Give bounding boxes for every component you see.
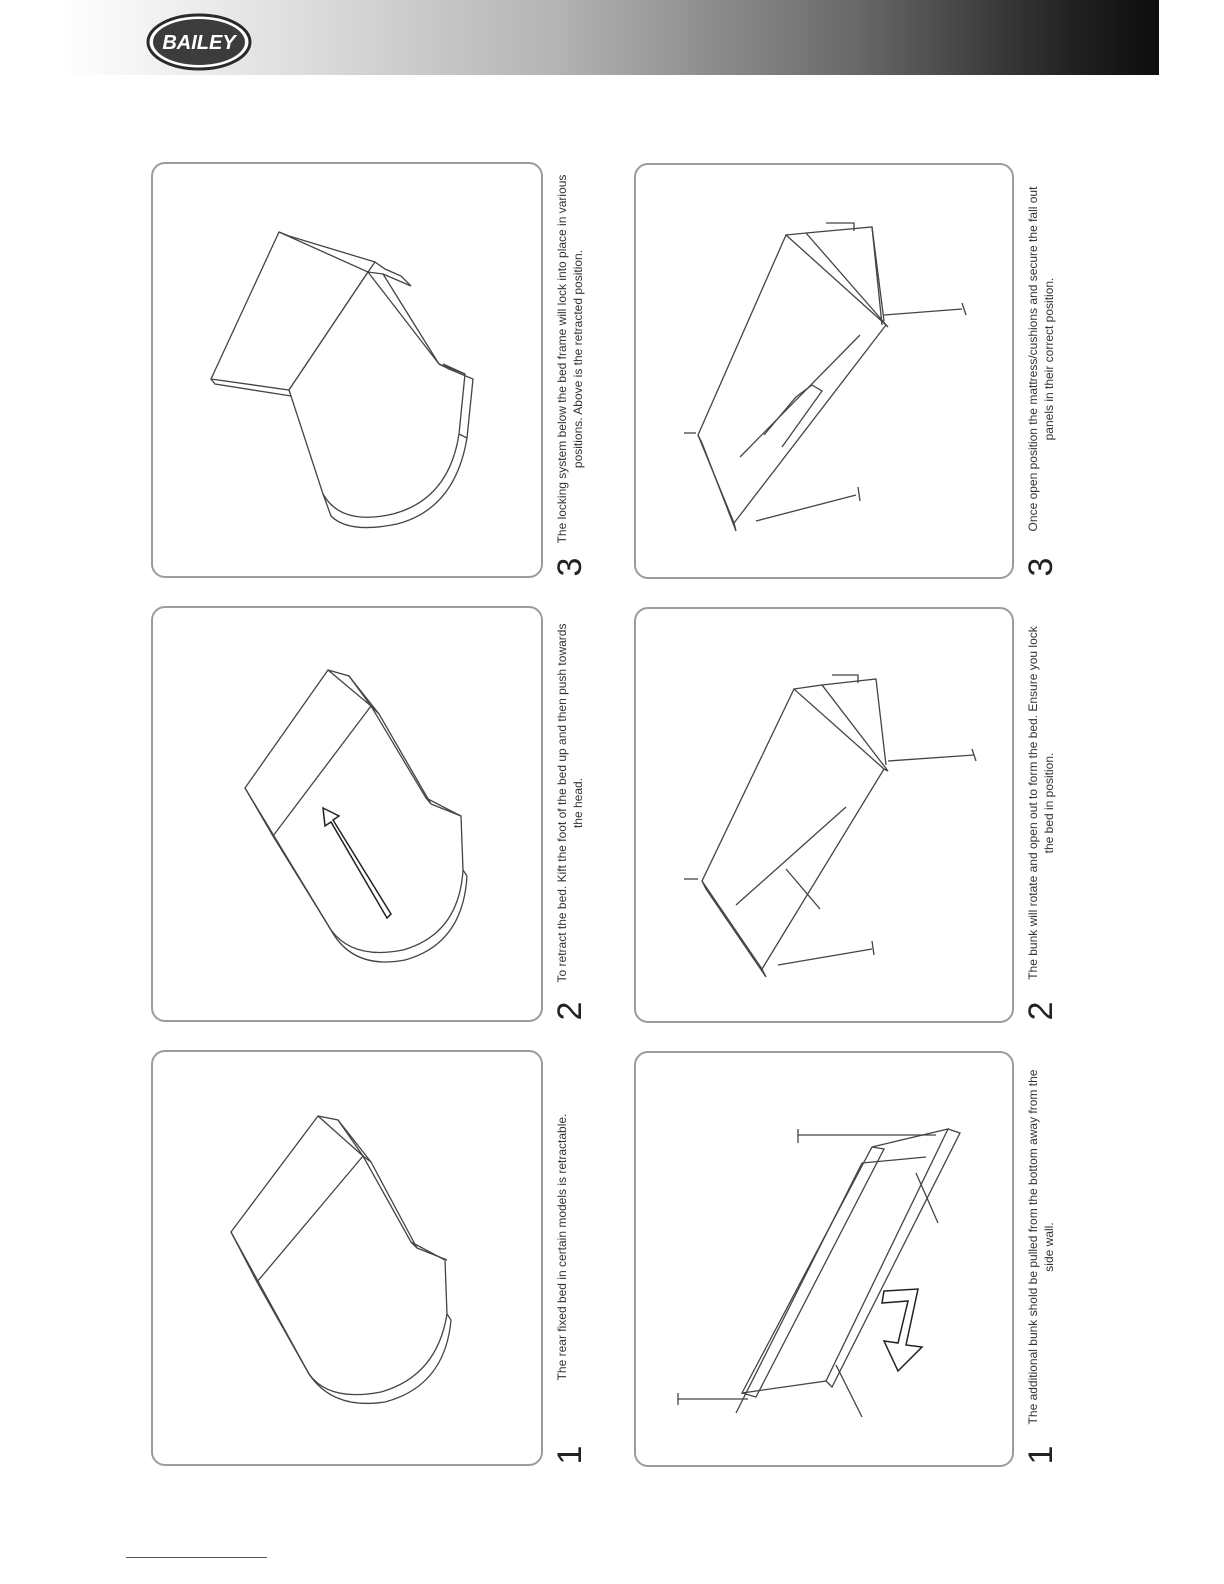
caption-bunk-step-3: [1024, 162, 1084, 580]
step-text: The additional bunk shold be pulled from the bottom away from the side wall.: [1026, 1069, 1056, 1425]
bailey-logo: [146, 13, 252, 71]
fixed-bed-illustration: [153, 1052, 543, 1466]
panel-bunk-step-2: [634, 607, 1014, 1023]
step-number: 3: [1022, 557, 1060, 577]
step-number: 3: [551, 557, 589, 577]
caption-bed-step-3: [553, 162, 613, 580]
step-number: 1: [551, 1445, 589, 1465]
bunk-rotate-illustration: [636, 609, 1014, 1023]
step-number: 2: [1022, 1001, 1060, 1021]
panel-bed-step-1: [151, 1050, 543, 1466]
step-text: To retract the bed. Kift the foot of the bed up and then push towards the head.: [555, 623, 585, 983]
panel-bed-step-3: [151, 162, 543, 578]
bailey-logo-text: BAILEY: [162, 32, 236, 54]
footer-link-underline[interactable]: [126, 1557, 267, 1558]
step-text: The locking system below the bed frame will lock into place in various positions. Above is the retracted position.: [555, 174, 585, 544]
caption-bunk-step-2: [1024, 606, 1084, 1024]
bunk-open-with-panels-illustration: [636, 165, 1014, 579]
step-number: 2: [551, 1001, 589, 1021]
step-text: The rear fixed bed in certain models is retractable.: [555, 1113, 569, 1381]
bed-push-illustration: [153, 608, 543, 1022]
caption-bed-step-2: [553, 606, 613, 1024]
caption-bunk-step-1: [1024, 1050, 1084, 1468]
step-text: Once open position the mattress/cushions and secure the fall out panels in their correct position.: [1026, 186, 1056, 532]
retracted-bed-illustration: [153, 164, 543, 578]
arrow-bend-down-icon: [882, 1289, 922, 1371]
step-text: The bunk will rotate and open out to form the bed. Ensure you lock the bed in position.: [1026, 626, 1056, 980]
caption-bed-step-1: [553, 1050, 613, 1468]
step-number: 1: [1022, 1445, 1060, 1465]
bunk-pull-illustration: [636, 1053, 1014, 1467]
panel-bunk-step-3: [634, 163, 1014, 579]
panel-bunk-step-1: [634, 1051, 1014, 1467]
panel-bed-step-2: [151, 606, 543, 1022]
